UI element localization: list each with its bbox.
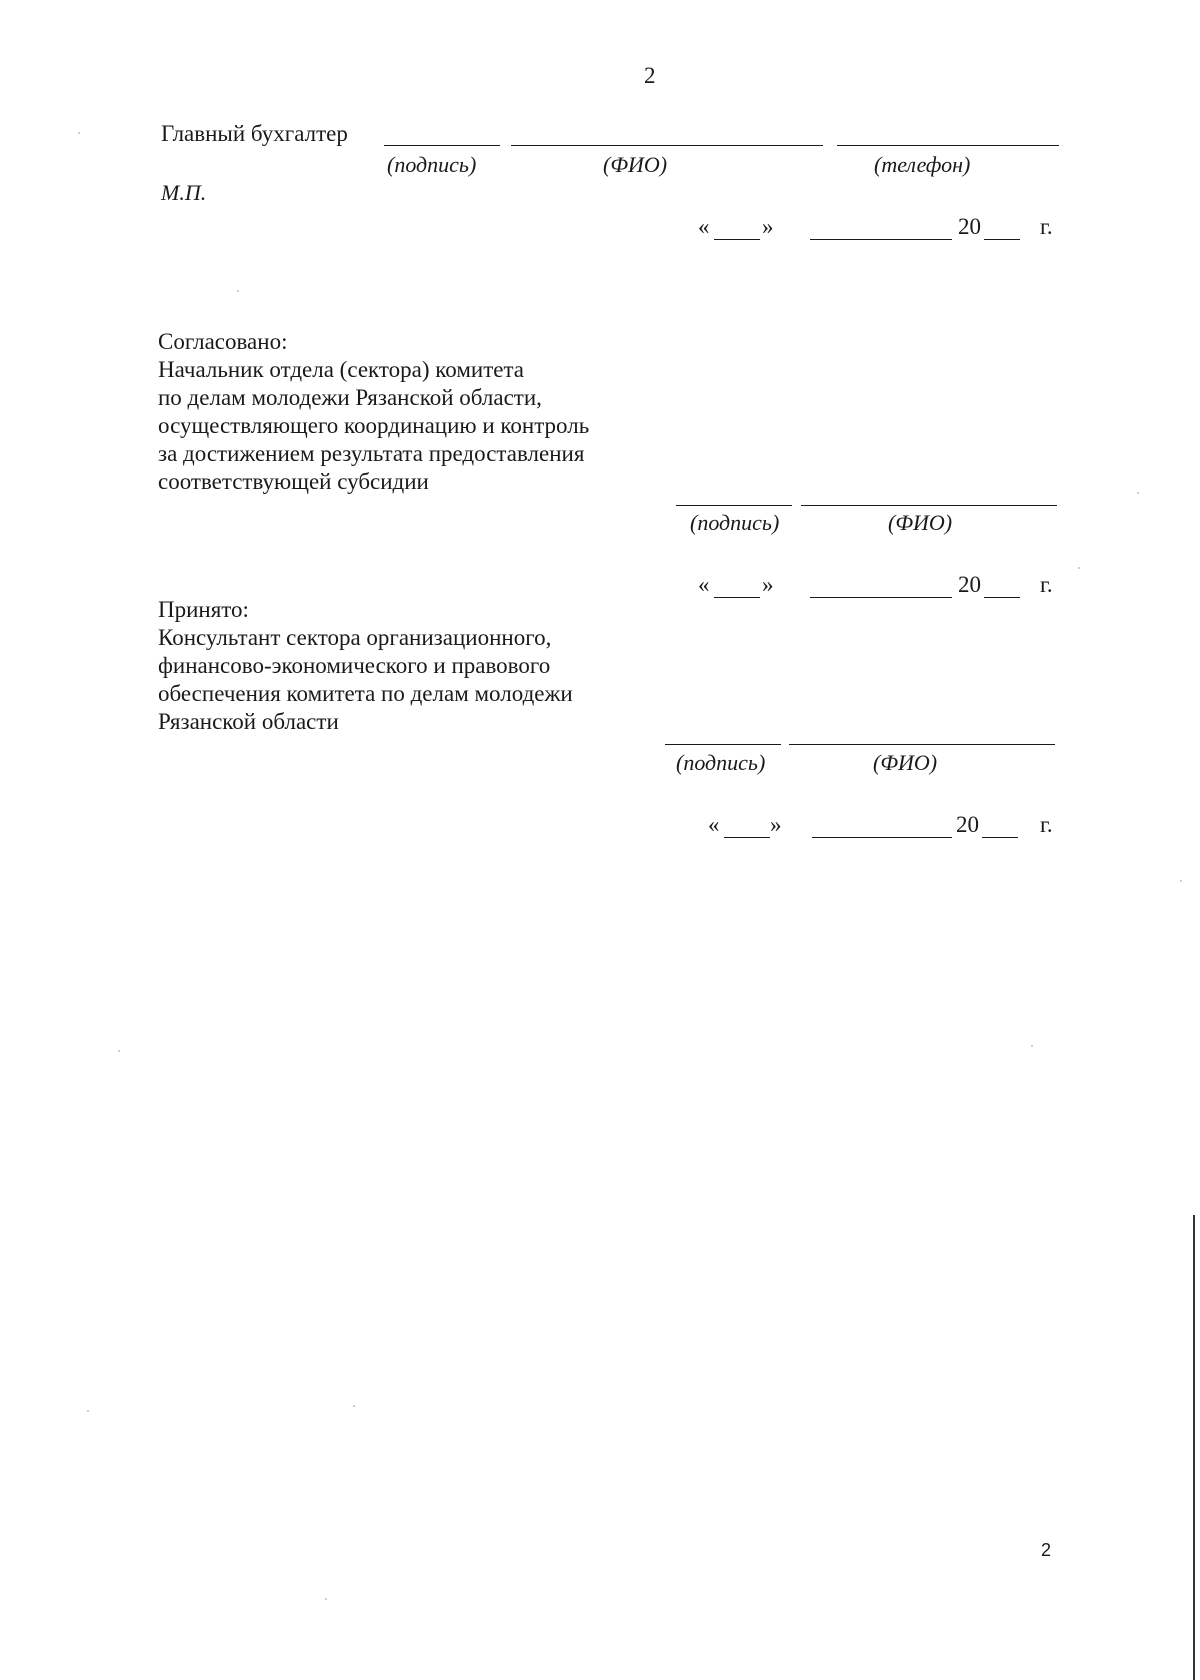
agreed-line: соответствующей субсидии — [158, 469, 429, 494]
agreed-fio-line — [801, 505, 1057, 506]
scan-speck — [353, 1405, 355, 1407]
chief-signature-line — [384, 145, 500, 146]
stamp-place-label: М.П. — [161, 180, 207, 205]
date-year-suffix: г. — [1040, 572, 1053, 597]
chief-phone-caption: (телефон) — [874, 152, 971, 177]
scan-speck — [325, 1598, 327, 1600]
agreed-line: Начальник отдела (сектора) комитета — [158, 357, 525, 382]
agreed-signature-line — [676, 505, 792, 506]
date-year-suffix: г. — [1040, 812, 1053, 837]
date-day-blank — [724, 837, 770, 838]
accepted-line: обеспечения комитета по делам молодежи — [158, 681, 573, 706]
chief-phone-line — [837, 145, 1059, 146]
scan-speck — [237, 290, 239, 292]
accepted-fio-caption: (ФИО) — [873, 750, 938, 775]
chief-fio-line — [511, 145, 823, 146]
agreed-signature-caption: (подпись) — [690, 510, 780, 535]
accepted-signature-line — [665, 744, 781, 745]
date-year-suffix: г. — [1040, 214, 1053, 239]
date-month-blank — [810, 597, 952, 598]
agreed-heading: Согласовано: — [158, 329, 288, 354]
date-month-blank — [810, 239, 952, 240]
chief-fio-caption: (ФИО) — [603, 152, 668, 177]
accepted-line: Рязанской области — [158, 709, 339, 734]
scan-edge-line — [1193, 1215, 1195, 1680]
accepted-signature-caption: (подпись) — [676, 750, 766, 775]
date-close-quote: » — [762, 572, 774, 597]
date-year-prefix: 20 — [958, 214, 981, 239]
date-close-quote: » — [770, 812, 782, 837]
scan-speck — [1078, 567, 1080, 569]
chief-signature-caption: (подпись) — [387, 152, 477, 177]
accepted-text — [158, 596, 573, 736]
scan-speck — [1180, 880, 1182, 882]
date-day-blank — [714, 597, 760, 598]
accepted-heading: Принято: — [158, 597, 249, 622]
agreed-line: за достижением результата предоставления — [158, 441, 585, 466]
agreed-fio-caption: (ФИО) — [888, 510, 953, 535]
accepted-fio-line — [789, 744, 1055, 745]
date-year-prefix: 20 — [958, 572, 981, 597]
accepted-line: финансово-экономического и правового — [158, 653, 551, 678]
date-year-blank — [984, 239, 1020, 240]
scan-speck — [78, 132, 80, 134]
date-open-quote: « — [698, 572, 710, 597]
agreed-line: осуществляющего координацию и контроль — [158, 413, 590, 438]
date-year-prefix: 20 — [956, 812, 979, 837]
scan-speck — [87, 1410, 89, 1412]
date-day-blank — [714, 239, 760, 240]
date-year-blank — [982, 837, 1018, 838]
scan-speck — [1031, 1045, 1033, 1047]
accepted-line: Консультант сектора организационного, — [158, 625, 552, 650]
page-number-top: 2 — [644, 63, 656, 88]
page-number-bottom: 2 — [1041, 1540, 1052, 1560]
date-close-quote: » — [762, 214, 774, 239]
chief-accountant-label: Главный бухгалтер — [161, 121, 348, 146]
date-open-quote: « — [708, 812, 720, 837]
scan-speck — [118, 1050, 120, 1052]
scan-speck — [1137, 492, 1139, 494]
agreed-text — [158, 328, 589, 496]
agreed-line: по делам молодежи Рязанской области, — [158, 385, 542, 410]
date-month-blank — [812, 837, 952, 838]
date-open-quote: « — [698, 214, 710, 239]
date-year-blank — [984, 597, 1020, 598]
